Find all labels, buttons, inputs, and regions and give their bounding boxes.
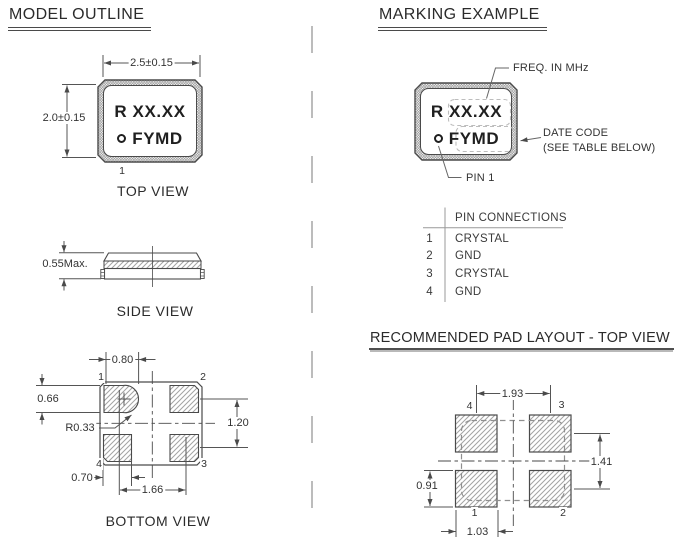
dim-label-pad-col-pitch: 1.66 <box>141 484 164 496</box>
pin-table-row1-pin: 1 <box>426 232 433 245</box>
callout-date-code-line2: (SEE TABLE BELOW) <box>543 142 656 154</box>
pin-table-row4-connection: GND <box>455 285 482 298</box>
caption-side-view: SIDE VIEW <box>116 303 194 319</box>
pin-table-row3-connection: CRYSTAL <box>455 267 510 280</box>
pin-table-row2-connection: GND <box>455 250 482 262</box>
pin-table-row4-pin: 4 <box>426 285 433 298</box>
caption-top-view: TOP VIEW <box>117 183 189 199</box>
padlayout-pad3-label: 3 <box>558 399 565 411</box>
padlayout-pad2-label: 2 <box>560 506 566 519</box>
bottom-view-pin3-label: 3 <box>201 458 207 470</box>
section-heading-model-outline: MODEL OUTLINE <box>8 6 151 31</box>
padlayout-dim-pad-width: 1.03 <box>466 525 489 538</box>
dim-label-pin1-pad-width: 0.80 <box>111 353 134 366</box>
marking-line1: R XX.XX <box>114 101 186 121</box>
padlayout-dim-col-pitch: 1.93 <box>501 387 524 400</box>
marking-line2: FYMD <box>132 128 183 148</box>
side-view-drawing <box>101 246 204 287</box>
section-heading-pad-layout: RECOMMENDED PAD LAYOUT - TOP VIEW <box>369 330 674 350</box>
bottom-view-pin1-label: 1 <box>98 371 104 383</box>
padlayout-pad4-label: 4 <box>466 399 473 412</box>
dim-label-thickness: 0.55Max. <box>42 258 88 270</box>
marking-line2: FYMD <box>448 128 500 148</box>
pin-table-header: PIN CONNECTIONS <box>455 211 567 224</box>
dim-label-pad-width: 0.70 <box>71 471 93 484</box>
chip-marking-example <box>421 92 512 158</box>
pin-table-row1-connection: CRYSTAL <box>455 232 510 245</box>
pin1-index-dot <box>117 134 126 143</box>
dim-label-pin1-pad-radius: R0.33 <box>65 422 95 434</box>
top-view-pin1-label: 1 <box>119 165 125 177</box>
bottom-view-pin4-label: 4 <box>96 458 102 470</box>
bottom-view-pin2-label: 2 <box>200 371 206 383</box>
dim-label-body-height: 2.0±0.15 <box>42 112 86 124</box>
dim-label-body-width: 2.5±0.15 <box>130 57 173 69</box>
padlayout-dim-row-pitch: 1.41 <box>590 455 613 468</box>
callout-pin1: PIN 1 <box>466 171 495 184</box>
chip-marking-top-view <box>104 90 196 160</box>
pin-table-row2-pin: 2 <box>426 250 433 262</box>
pin-table-row3-pin: 3 <box>426 267 433 280</box>
padlayout-dim-pad-height: 0.91 <box>416 480 438 492</box>
pad-layout-drawing <box>438 397 591 526</box>
callout-date-code-line1: DATE CODE <box>543 127 609 139</box>
section-heading-marking-example: MARKING EXAMPLE <box>378 6 547 31</box>
dim-label-pad-row-pitch: 1.20 <box>227 416 249 429</box>
callout-freq: FREQ. IN MHz <box>513 62 589 74</box>
padlayout-pad1-label: 1 <box>471 507 478 519</box>
marking-line1: R XX.XX <box>430 101 503 121</box>
bottom-view-drawing <box>88 371 215 478</box>
caption-bottom-view: BOTTOM VIEW <box>105 513 211 529</box>
dim-label-pin1-pad-height: 0.66 <box>37 392 59 405</box>
pin1-index-dot <box>434 134 443 143</box>
